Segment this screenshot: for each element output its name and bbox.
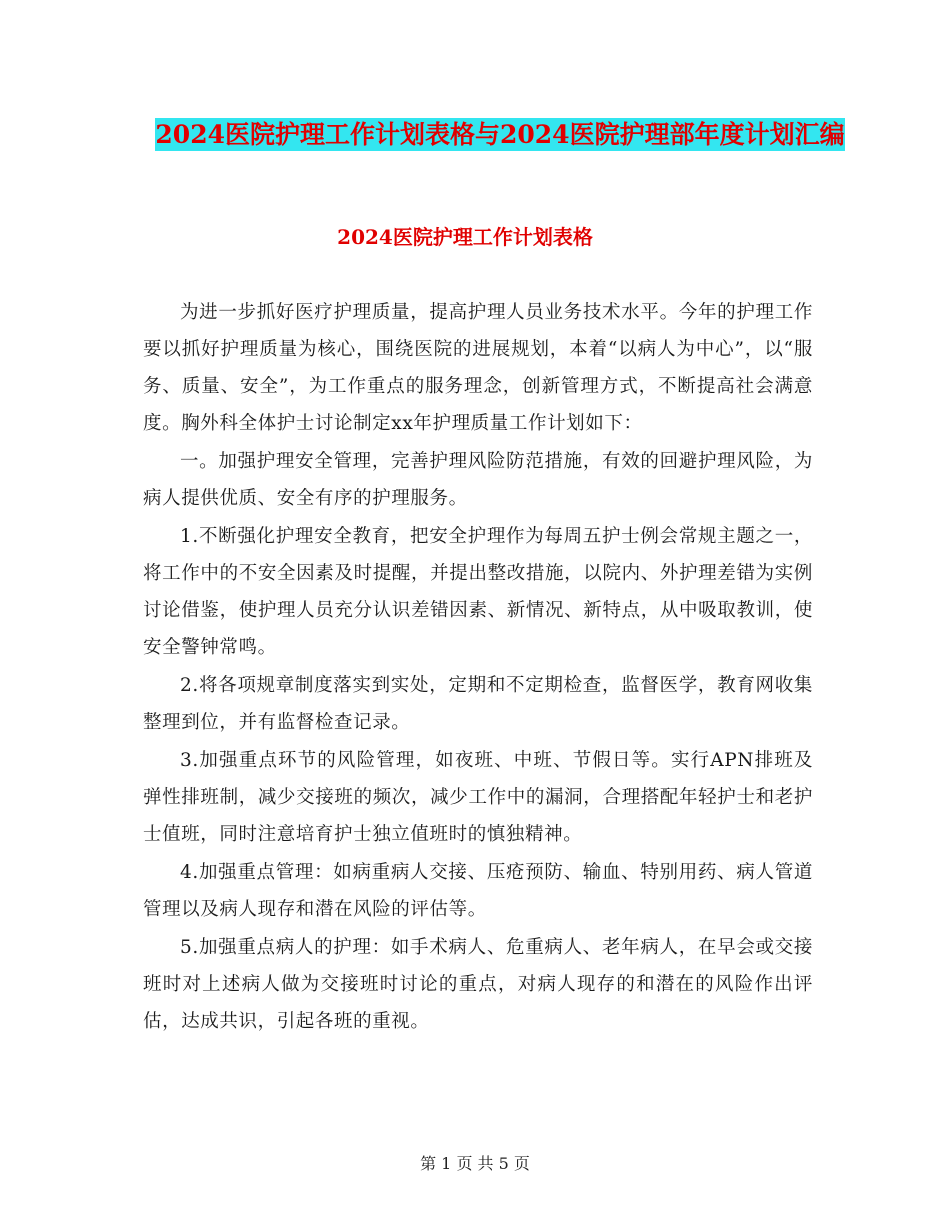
section-one-heading: 一。加强护理安全管理，完善护理风险防范措施，有效的回避护理风险，为病人提供优质、安全有序的护理服务。 bbox=[143, 451, 813, 509]
item-3-paragraph: 3.加强重点环节的风险管理，如夜班、中班、节假日等。实行APN排班及弹性排班制，减少交接班的频次，减少工作中的漏洞，合理搭配年轻护士和老护士值班，同时注意培育护士独立值班时的慎独精神。 bbox=[143, 750, 813, 845]
item-5-paragraph: 5.加强重点病人的护理：如手术病人、危重病人、老年病人，在早会或交接班时对上述病人做为交接班时讨论的重点，对病人现存的和潜在的风险作出评估，达成共识，引起各班的重视。 bbox=[143, 937, 813, 1032]
item-2-paragraph: 2.将各项规章制度落实到实处，定期和不定期检查，监督医学，教育网收集整理到位，并有监督检查记录。 bbox=[143, 675, 813, 733]
page-footer: 第 1 页 共 5 页 bbox=[420, 1154, 530, 1173]
document-title bbox=[140, 112, 860, 157]
section-title: 2024医院护理工作计划表格 bbox=[337, 225, 593, 249]
item-1-paragraph: 1.不断强化护理安全教育，把安全护理作为每周五护士例会常规主题之一，将工作中的不安全因素及时提醒，并提出整改措施，以院内、外护理差错为实例讨论借鉴，使护理人员充分认识差错因素、新情况、新特点，从中吸取教训，使安全警钟常鸣。 bbox=[143, 526, 813, 658]
intro-paragraph: 为进一步抓好医疗护理质量，提高护理人员业务技术水平。今年的护理工作要以抓好护理质量为核心，围绕医院的进展规划，本着“以病人为中心”，以“服务、质量、安全”，为工作重点的服务理念，创新管理方式，不断提高社会满意度。胸外科全体护士讨论制定xx年护理质量工作计划如下： bbox=[143, 302, 813, 434]
document-title-text: 2024医院护理工作计划表格与2024医院护理部年度计划汇编 bbox=[155, 120, 845, 149]
item-4-paragraph: 4.加强重点管理：如病重病人交接、压疮预防、输血、特别用药、病人管道管理以及病人现存和潜在风险的评估等。 bbox=[143, 862, 813, 920]
document-body bbox=[143, 294, 813, 1041]
